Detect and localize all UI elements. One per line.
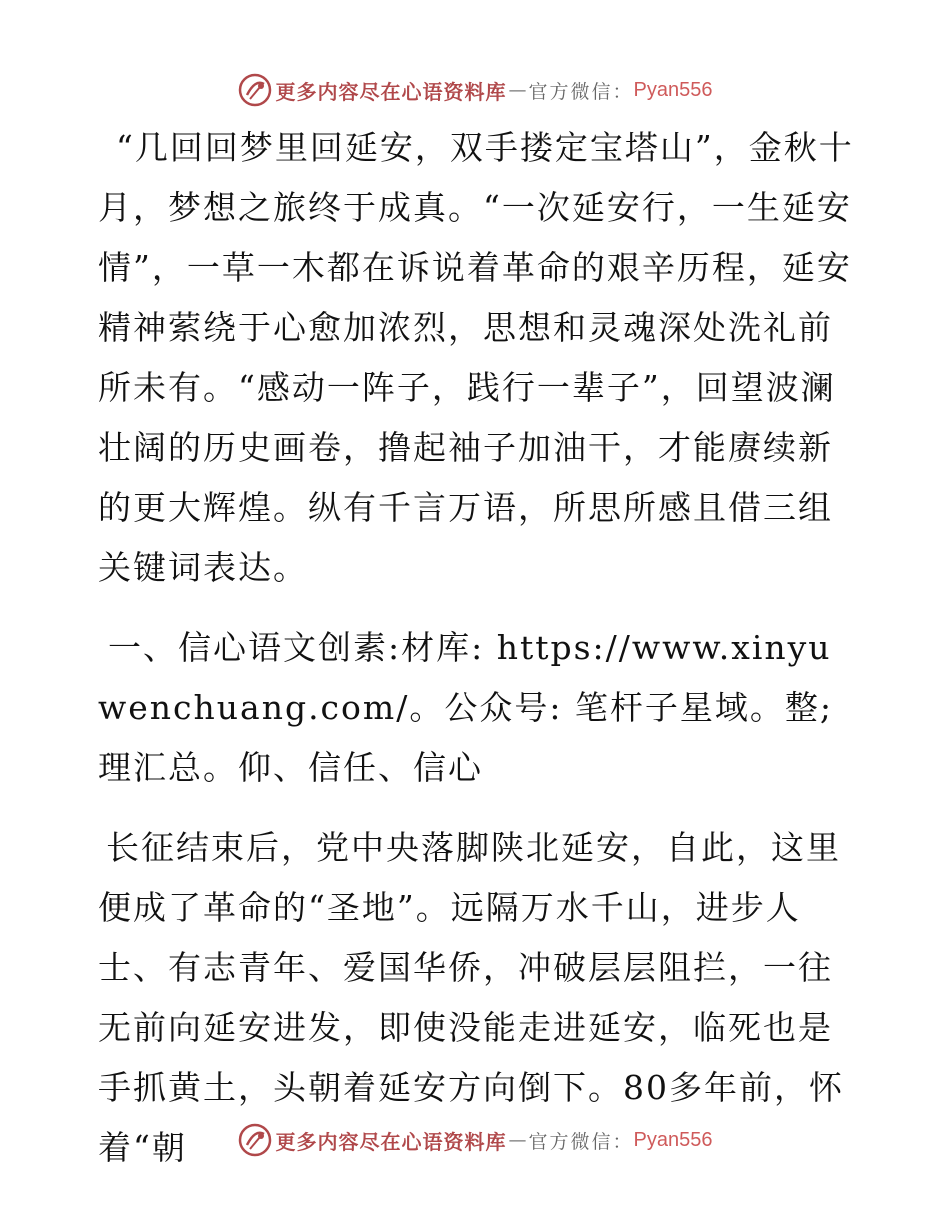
banner-dash: — (508, 79, 527, 101)
footer-watermark-banner (0, 1120, 950, 1160)
banner-official-label: 官方微信： (528, 1130, 634, 1153)
banner-official-label: 官方微信： (528, 80, 634, 103)
paragraph-long-march: 长征结束后，党中央落脚陕北延安，自此，这里便成了革命的“圣地”。远隔万水千山，进步人士、有志青年、爱国华侨，冲破层层阻拦，一往无前向延安进发，即使没能走进延安，临死也是手抓黄土，头朝着延安方向倒下。80多年前，怀着“朝 (98, 828, 844, 1167)
banner-main-text: 更多内容尽在心语资料库 (275, 1129, 507, 1154)
brand-logo-icon (238, 1123, 272, 1157)
banner-handle: Pyan556 (633, 1128, 713, 1151)
header-watermark-banner (0, 70, 950, 110)
banner-handle: Pyan556 (633, 78, 713, 101)
paragraph-intro: “几回回梦里回延安，双手搂定宝塔山”，金秋十月，梦想之旅终于成真。“一次延安行，一生延安情”，一草一木都在诉说着革命的艰辛历程，延安精神萦绕于心愈加浓烈，思想和灵魂深处洗礼前所未有。“感动一阵子，践行一辈子”，回望波澜壮阔的历史画卷，撸起袖子加油干，才能赓续新的更大辉煌。纵有千言万语，所思所感且借三组关键词表达。 (98, 128, 854, 587)
banner-main-text: 更多内容尽在心语资料库 (275, 79, 507, 104)
banner-dash: — (508, 1129, 527, 1151)
brand-logo-icon (238, 73, 272, 107)
paragraph-section-heading: 一、信心语文创素:材库: https://www.xinyuwenchuang.com/。公众号: 笔杆子星域。整;理汇总。仰、信任、信心 (98, 628, 834, 787)
document-body (98, 118, 858, 1178)
